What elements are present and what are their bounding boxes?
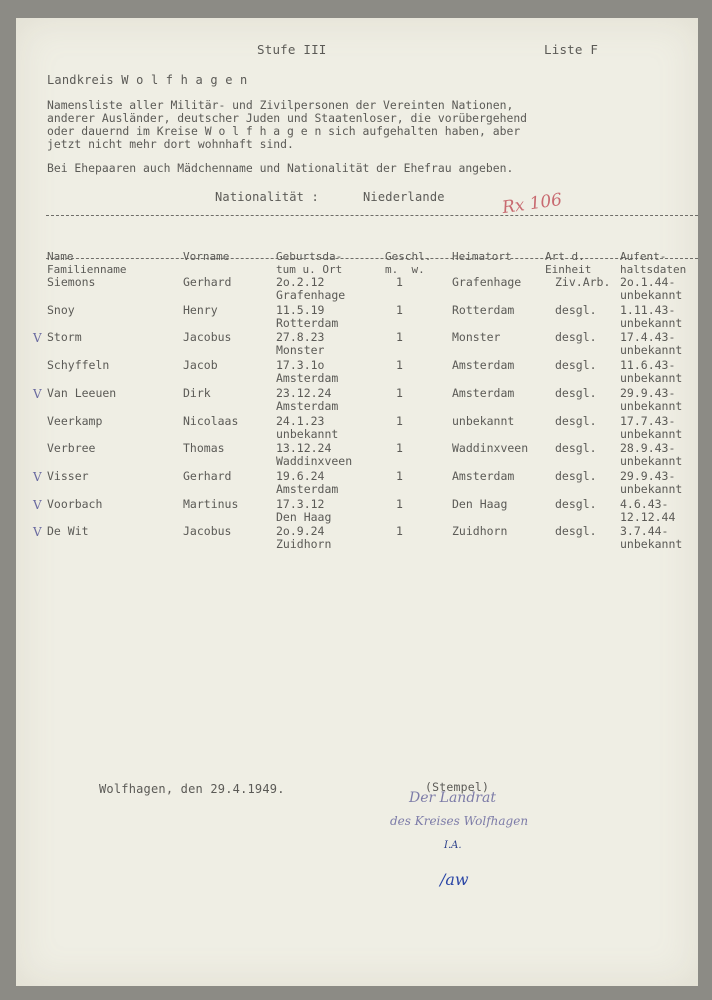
col-header-geburt: Geburtsda- tum u. Ort — [276, 250, 343, 276]
cell-birth-place: Den Haag — [276, 509, 332, 524]
table-row — [16, 470, 698, 498]
cell-einheit: desgl. — [555, 441, 597, 456]
cell-aufenthalt-from: 2o.1.44- — [620, 275, 676, 289]
cell-birth-place: Monster — [276, 343, 325, 358]
cell-aufenthalt-to: unbekannt — [620, 371, 683, 386]
cell-geschlecht: 1 — [396, 330, 403, 345]
cell-aufenthalt-to: unbekannt — [620, 481, 683, 496]
cell-einheit: desgl. — [555, 468, 597, 483]
col-header-vorname: Vorname — [183, 250, 230, 263]
cell-birth-date: 19.6.24 — [276, 468, 325, 483]
table-row — [16, 442, 698, 470]
cell-einheit: desgl. — [555, 330, 597, 345]
cell-aufenthalt-from: 29.9.43- — [620, 468, 676, 483]
cell-heimatort: Amsterdam — [452, 385, 515, 400]
cell-birth-place: Grafenhage — [276, 288, 346, 302]
cell-einheit: desgl. — [555, 358, 597, 373]
cell-vorname: Gerhard — [183, 275, 232, 289]
cell-heimatort: Rotterdam — [452, 302, 515, 317]
table-row — [16, 415, 698, 443]
cell-birth-date: 24.1.23 — [276, 413, 325, 428]
check-mark: V — [33, 331, 42, 346]
cell-aufenthalt-from: 17.4.43- — [620, 330, 676, 345]
intro-line-1: Namensliste aller Militär- und Zivilpersonen der Vereinten Nationen, — [47, 98, 514, 112]
cell-einheit: desgl. — [555, 385, 597, 400]
table-row — [16, 387, 698, 415]
cell-einheit: Ziv.Arb. — [555, 275, 611, 289]
cell-vorname: Martinus — [183, 496, 239, 511]
cell-einheit: desgl. — [555, 302, 597, 317]
cell-vorname: Jacobus — [183, 330, 232, 345]
table-row — [16, 304, 698, 332]
cell-name: Schyffeln — [47, 358, 110, 373]
cell-name: Storm — [47, 330, 82, 345]
cell-name: Visser — [47, 468, 89, 483]
cell-heimatort: Grafenhage — [452, 275, 522, 289]
cell-geschlecht: 1 — [396, 358, 403, 373]
cell-birth-place: Amsterdam — [276, 371, 339, 386]
nationality-value: Niederlande — [363, 190, 445, 204]
check-mark: V — [33, 525, 42, 540]
cell-vorname: Gerhard — [183, 468, 232, 483]
stamp-line-2: des Kreises Wolfhagen — [390, 814, 529, 828]
stufe-heading: Stufe III — [257, 42, 327, 57]
intro-line-3: oder dauernd im Kreise W o l f h a g e n sich aufgehalten haben, aber — [47, 124, 521, 138]
check-mark: V — [33, 469, 42, 484]
table-row — [16, 331, 698, 359]
cell-aufenthalt-to: 12.12.44 — [620, 509, 676, 524]
cell-birth-place: Amsterdam — [276, 481, 339, 496]
intro-line-4: jetzt nicht mehr dort wohnhaft sind. — [47, 137, 294, 151]
cell-aufenthalt-to: unbekannt — [620, 315, 683, 330]
table-header-rule — [46, 258, 698, 259]
cell-birth-place: Rotterdam — [276, 315, 339, 330]
table-row — [16, 525, 698, 553]
document-sheet — [16, 18, 698, 986]
stempel-label: (Stempel) — [425, 780, 490, 794]
table-row — [16, 276, 698, 304]
cell-heimatort: Waddinxveen — [452, 441, 529, 456]
cell-aufenthalt-from: 28.9.43- — [620, 441, 676, 456]
cell-name: Veerkamp — [47, 413, 103, 428]
table-row — [16, 359, 698, 387]
cell-aufenthalt-from: 3.7.44- — [620, 524, 669, 539]
cell-geschlecht: 1 — [396, 524, 403, 539]
i-a-mark: I.A. — [444, 840, 462, 851]
cell-birth-date: 17.3.1o — [276, 358, 325, 373]
cell-birth-date: 17.3.12 — [276, 496, 325, 511]
cell-aufenthalt-from: 11.6.43- — [620, 358, 676, 373]
cell-einheit: desgl. — [555, 524, 597, 539]
cell-birth-place: Amsterdam — [276, 398, 339, 413]
cell-aufenthalt-to: unbekannt — [620, 537, 683, 552]
cell-geschlecht: 1 — [396, 468, 403, 483]
cell-vorname: Jacobus — [183, 524, 232, 539]
cell-vorname: Thomas — [183, 441, 225, 456]
cell-birth-place: Zuidhorn — [276, 537, 332, 552]
cell-heimatort: unbekannt — [452, 413, 515, 428]
cell-vorname: Henry — [183, 302, 218, 317]
intro-line-2: anderer Ausländer, deutscher Juden und Staatenloser, die vorübergehend — [47, 111, 528, 125]
cell-einheit: desgl. — [555, 413, 597, 428]
cell-vorname: Nicolaas — [183, 413, 239, 428]
col-header-heimatort: Heimatort — [452, 250, 512, 263]
cell-heimatort: Amsterdam — [452, 358, 515, 373]
cell-heimatort: Monster — [452, 330, 501, 345]
cell-heimatort: Den Haag — [452, 496, 508, 511]
intro-note: Bei Ehepaaren auch Mädchenname und Nationalität der Ehefrau angeben. — [47, 161, 514, 175]
cell-birth-date: 2o.9.24 — [276, 524, 325, 539]
cell-aufenthalt-from: 29.9.43- — [620, 385, 676, 400]
cell-aufenthalt-from: 4.6.43- — [620, 496, 669, 511]
landkreis-line: Landkreis W o l f h a g e n — [47, 73, 248, 87]
cell-geschlecht: 1 — [396, 275, 403, 289]
cell-name: Siemons — [47, 275, 96, 289]
cell-name: Verbree — [47, 441, 96, 456]
table-row — [16, 498, 698, 526]
cell-aufenthalt-to: unbekannt — [620, 454, 683, 469]
cell-geschlecht: 1 — [396, 302, 403, 317]
cell-geschlecht: 1 — [396, 413, 403, 428]
col-header-aufenthalt: Aufent- haltsdaten — [620, 250, 687, 276]
table-top-rule — [46, 215, 698, 216]
liste-heading: Liste F — [544, 42, 599, 57]
cell-aufenthalt-to: unbekannt — [620, 426, 683, 441]
cell-geschlecht: 1 — [396, 385, 403, 400]
col-header-einheit: Art d. Einheit — [545, 250, 592, 276]
nationality-label: Nationalität : — [215, 190, 319, 204]
cell-birth-date: 2o.2.12 — [276, 275, 325, 289]
signature: /aw — [440, 870, 469, 889]
cell-aufenthalt-from: 1.11.43- — [620, 302, 676, 317]
stamp-line-1: Der Landrat — [409, 790, 496, 806]
cell-aufenthalt-to: unbekannt — [620, 288, 683, 302]
check-mark: V — [33, 497, 42, 512]
cell-birth-date: 11.5.19 — [276, 302, 325, 317]
cell-name: De Wit — [47, 524, 89, 539]
cell-geschlecht: 1 — [396, 496, 403, 511]
cell-birth-date: 27.8.23 — [276, 330, 325, 345]
cell-birth-date: 13.12.24 — [276, 441, 332, 456]
cell-name: Snoy — [47, 302, 75, 317]
cell-aufenthalt-from: 17.7.43- — [620, 413, 676, 428]
cell-aufenthalt-to: unbekannt — [620, 343, 683, 358]
cell-heimatort: Zuidhorn — [452, 524, 508, 539]
cell-einheit: desgl. — [555, 496, 597, 511]
check-mark: V — [33, 386, 42, 401]
cell-geschlecht: 1 — [396, 441, 403, 456]
cell-birth-place: Waddinxveen — [276, 454, 353, 469]
cell-birth-date: 23.12.24 — [276, 385, 332, 400]
col-header-name: Name Familienname — [47, 250, 127, 276]
place-date: Wolfhagen, den 29.4.1949. — [99, 782, 285, 796]
cell-name: Voorbach — [47, 496, 103, 511]
cell-birth-place: unbekannt — [276, 426, 339, 441]
cell-heimatort: Amsterdam — [452, 468, 515, 483]
cell-vorname: Jacob — [183, 358, 218, 373]
cell-vorname: Dirk — [183, 385, 211, 400]
col-header-geschl: Geschl. m. w. — [385, 250, 432, 276]
red-annotation: Rx 106 — [500, 189, 564, 219]
cell-name: Van Leeuen — [47, 385, 117, 400]
cell-aufenthalt-to: unbekannt — [620, 398, 683, 413]
